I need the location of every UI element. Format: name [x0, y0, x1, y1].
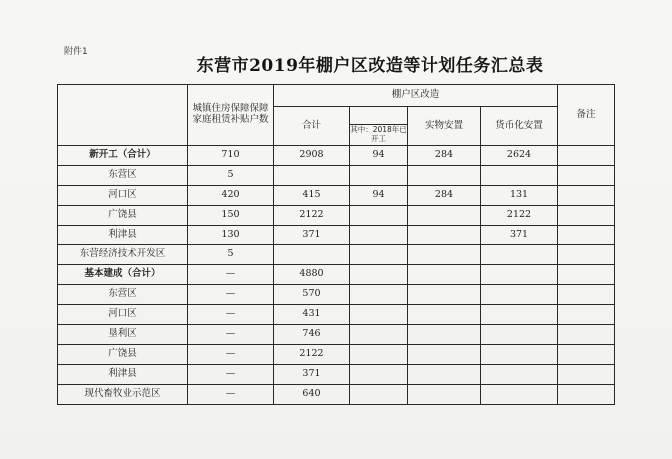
started-2018-cell	[350, 205, 408, 225]
physical-cell	[408, 205, 481, 225]
physical-cell	[408, 245, 481, 265]
started-2018-cell: 94	[350, 146, 408, 166]
rent-subsidy-cell: 5	[188, 245, 274, 265]
started-2018-cell: 94	[350, 185, 408, 205]
rent-subsidy-cell: —	[188, 305, 274, 325]
table-row	[58, 165, 615, 185]
remark-cell	[558, 384, 615, 404]
header-physical: 实物安置	[408, 107, 481, 146]
started-2018-cell	[350, 364, 408, 384]
rent-subsidy-cell: —	[188, 364, 274, 384]
monetary-cell	[481, 165, 558, 185]
physical-cell	[408, 364, 481, 384]
started-2018-cell	[350, 384, 408, 404]
rent-subsidy-cell: —	[188, 384, 274, 404]
rent-subsidy-cell: —	[188, 325, 274, 345]
monetary-cell: 371	[481, 225, 558, 245]
remark-cell	[558, 305, 615, 325]
row-name: 新开工（合计）	[58, 146, 188, 166]
table-row	[58, 185, 615, 205]
table-row	[58, 384, 615, 404]
rent-subsidy-cell: —	[188, 265, 274, 285]
total-cell: 431	[274, 305, 350, 325]
started-2018-cell	[350, 285, 408, 305]
rent-subsidy-cell: 130	[188, 225, 274, 245]
monetary-cell	[481, 344, 558, 364]
remark-cell	[558, 205, 615, 225]
row-name: 东营区	[58, 165, 188, 185]
monetary-cell	[481, 285, 558, 305]
row-name: 河口区	[58, 305, 188, 325]
attachment-label: 附件1	[64, 47, 88, 57]
rent-subsidy-cell: 420	[188, 185, 274, 205]
total-cell: 746	[274, 325, 350, 345]
physical-cell	[408, 165, 481, 185]
table-row	[58, 245, 615, 265]
monetary-cell: 131	[481, 185, 558, 205]
header-rent-subsidy: 城镇住房保障保障家庭租赁补贴户数	[188, 85, 274, 146]
remark-cell	[558, 265, 615, 285]
started-2018-cell	[350, 344, 408, 364]
remark-cell	[558, 146, 615, 166]
row-name: 利津县	[58, 364, 188, 384]
total-cell: 4880	[274, 265, 350, 285]
total-cell: 415	[274, 185, 350, 205]
row-name: 垦利区	[58, 325, 188, 345]
started-2018-cell	[350, 225, 408, 245]
total-cell: 2122	[274, 205, 350, 225]
table-row	[58, 364, 615, 384]
total-cell: 2908	[274, 146, 350, 166]
physical-cell	[408, 344, 481, 364]
task-summary-table	[57, 84, 615, 405]
total-cell	[274, 165, 350, 185]
physical-cell	[408, 285, 481, 305]
monetary-cell	[481, 265, 558, 285]
physical-cell	[408, 325, 481, 345]
physical-cell: 284	[408, 185, 481, 205]
header-monetary: 货币化安置	[481, 107, 558, 146]
table-row	[58, 205, 615, 225]
total-cell: 371	[274, 225, 350, 245]
remark-cell	[558, 245, 615, 265]
total-cell	[274, 245, 350, 265]
started-2018-cell	[350, 265, 408, 285]
table-row	[58, 305, 615, 325]
remark-cell	[558, 165, 615, 185]
monetary-cell	[481, 364, 558, 384]
remark-cell	[558, 364, 615, 384]
row-name: 广饶县	[58, 344, 188, 364]
remark-cell	[558, 185, 615, 205]
monetary-cell	[481, 245, 558, 265]
row-name: 东营经济技术开发区	[58, 245, 188, 265]
table-row	[58, 225, 615, 245]
started-2018-cell	[350, 305, 408, 325]
header-remarks: 备注	[558, 85, 615, 146]
started-2018-cell	[350, 325, 408, 345]
table-row	[58, 265, 615, 285]
row-name: 基本建成（合计）	[58, 265, 188, 285]
row-name: 利津县	[58, 225, 188, 245]
table-row	[58, 325, 615, 345]
row-name: 广饶县	[58, 205, 188, 225]
table-row	[58, 344, 615, 364]
rent-subsidy-cell: —	[188, 285, 274, 305]
row-name: 河口区	[58, 185, 188, 205]
monetary-cell: 2122	[481, 205, 558, 225]
table-row	[58, 146, 615, 166]
physical-cell	[408, 265, 481, 285]
rent-subsidy-cell: 5	[188, 165, 274, 185]
rent-subsidy-cell: —	[188, 344, 274, 364]
monetary-cell	[481, 325, 558, 345]
rent-subsidy-cell: 710	[188, 146, 274, 166]
total-cell: 371	[274, 364, 350, 384]
monetary-cell	[481, 384, 558, 404]
header-shantytown: 棚户区改造	[274, 85, 558, 107]
remark-cell	[558, 325, 615, 345]
monetary-cell	[481, 305, 558, 325]
physical-cell	[408, 225, 481, 245]
total-cell: 570	[274, 285, 350, 305]
total-cell: 2122	[274, 344, 350, 364]
header-total: 合计	[274, 107, 350, 146]
physical-cell	[408, 384, 481, 404]
header-spacer	[350, 107, 408, 125]
started-2018-cell	[350, 245, 408, 265]
row-name: 东营区	[58, 285, 188, 305]
monetary-cell: 2624	[481, 146, 558, 166]
physical-cell: 284	[408, 146, 481, 166]
row-name: 现代畜牧业示范区	[58, 384, 188, 404]
page-title: 东营市2019年棚户区改造等计划任务汇总表	[196, 56, 544, 76]
total-cell: 640	[274, 384, 350, 404]
started-2018-cell	[350, 165, 408, 185]
physical-cell	[408, 305, 481, 325]
header-started-2018: 其中：2018年已开工	[350, 125, 408, 146]
remark-cell	[558, 285, 615, 305]
corner-cell	[58, 85, 188, 146]
table-row	[58, 285, 615, 305]
remark-cell	[558, 225, 615, 245]
remark-cell	[558, 344, 615, 364]
rent-subsidy-cell: 150	[188, 205, 274, 225]
